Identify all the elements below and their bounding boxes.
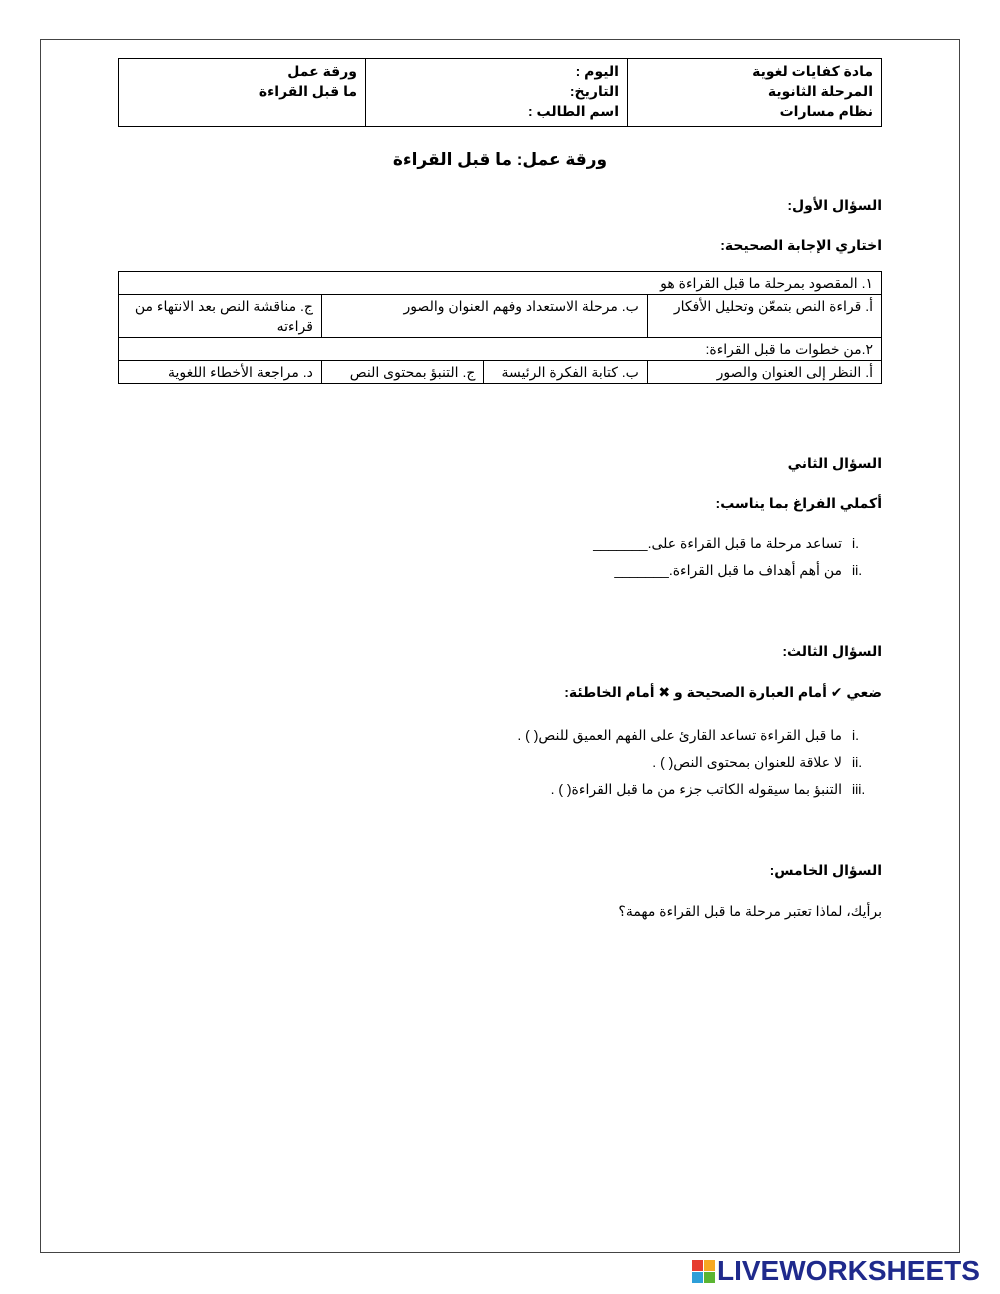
- list-item: [517, 776, 882, 803]
- list-item: [593, 530, 882, 557]
- q1-item2-option-b[interactable]: ب. كتابة الفكرة الرئيسة: [484, 361, 647, 384]
- q1-heading: السؤال الأول:: [787, 197, 882, 213]
- brand-name: LIVEWORKSHEETS: [717, 1255, 980, 1286]
- q3-instruction: ضعي ✔ أمام العبارة الصحيحة و ✖ أمام الخاطئة:: [564, 684, 882, 700]
- liveworksheets-logo-icon: [692, 1260, 715, 1283]
- q5-heading: السؤال الخامس:: [769, 862, 882, 878]
- true-false-statement[interactable]: لا علاقة للعنوان بمحتوى النص( ) .: [652, 754, 842, 770]
- fill-blank-text[interactable]: تساعد مرحلة ما قبل القراءة على._______: [593, 535, 842, 551]
- true-false-statement[interactable]: التنبؤ بما سيقوله الكاتب جزء من ما قبل القراءة( ) .: [550, 781, 842, 797]
- q1-instruction: اختاري الإجابة الصحيحة:: [720, 237, 882, 253]
- list-item-number: i.: [852, 727, 859, 743]
- q1-item2-stem: ٢.من خطوات ما قبل القراءة:: [119, 338, 882, 361]
- subject-name: مادة كفايات لغوية: [752, 63, 873, 79]
- list-item-number: iii.: [852, 781, 866, 797]
- q3-list: [517, 722, 882, 803]
- student-name-label: اسم الطالب :: [527, 103, 619, 119]
- list-item: [593, 557, 882, 584]
- list-item-number: ii.: [852, 754, 863, 770]
- true-false-statement[interactable]: ما قبل القراءة تساعد القارئ على الفهم العميق للنص( ) .: [517, 727, 842, 743]
- list-item: [517, 722, 882, 749]
- header-sheet-cell: [119, 59, 366, 127]
- header-table: [118, 58, 882, 127]
- q5-question: برأيك، لماذا تعتبر مرحلة ما قبل القراءة مهمة؟: [618, 903, 882, 919]
- list-item-number: ii.: [852, 562, 863, 578]
- header-info-cell: [366, 59, 628, 127]
- q2-heading: السؤال الثاني: [787, 455, 882, 471]
- header-subject-cell: [628, 59, 882, 127]
- q1-choices-table: [118, 271, 882, 384]
- school-stage: المرحلة الثانوية: [767, 83, 873, 99]
- q1-item2-option-c[interactable]: ج. التنبؤ بمحتوى النص: [321, 361, 484, 384]
- page-title: ورقة عمل: ما قبل القراءة: [392, 150, 608, 169]
- sheet-type: ورقة عمل: [287, 63, 357, 79]
- track-system: نظام مسارات: [779, 103, 873, 119]
- q1-item2-option-a[interactable]: أ. النظر إلى العنوان والصور: [647, 361, 881, 384]
- q1-item1-option-a[interactable]: أ. قراءة النص بتمعّن وتحليل الأفكار: [647, 295, 881, 338]
- list-item: [517, 749, 882, 776]
- list-item-number: i.: [852, 535, 859, 551]
- date-label: التاريخ:: [569, 83, 619, 99]
- liveworksheets-brand: [692, 1254, 992, 1288]
- q3-heading: السؤال الثالث:: [782, 643, 882, 659]
- sheet-topic: ما قبل القراءة: [258, 83, 357, 99]
- q1-item1-stem: ١. المقصود بمرحلة ما قبل القراءة هو: [119, 272, 882, 295]
- q1-item1-option-c[interactable]: ج. مناقشة النص بعد الانتهاء من قراءته: [119, 295, 322, 338]
- q1-item2-option-d[interactable]: د. مراجعة الأخطاء اللغوية: [119, 361, 322, 384]
- day-label: اليوم :: [575, 63, 619, 79]
- q1-item1-option-b[interactable]: ب. مرحلة الاستعداد وفهم العنوان والصور: [321, 295, 647, 338]
- q2-instruction: أكملي الفراغ بما يناسب:: [715, 495, 882, 511]
- q2-list: [593, 530, 882, 584]
- fill-blank-text[interactable]: من أهم أهداف ما قبل القراءة._______: [614, 562, 842, 578]
